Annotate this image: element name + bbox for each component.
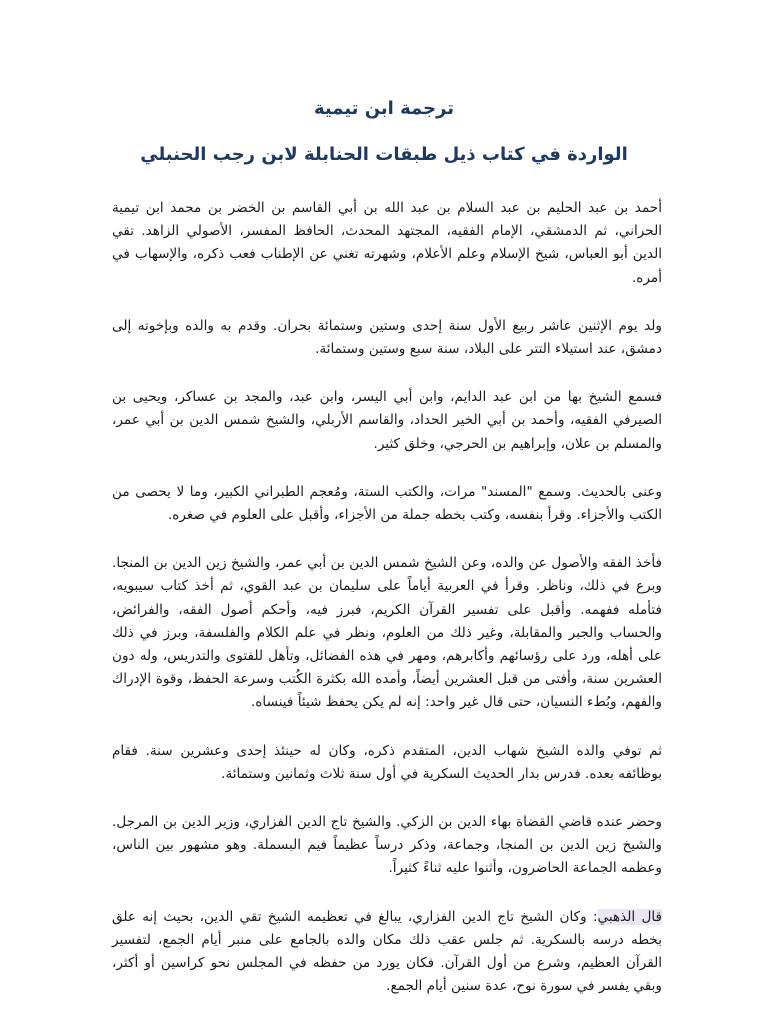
paragraph-text: : وكان الشيخ تاج الدين الفزاري، يبالغ في تعظيمه الشيخ تقي الدين، بحيث إنه علق بخطه درسه بالسكرية. ثم جلس عقب ذلك مكان والده بالجامع على منبر أيام الجمع، لتفسير القرآن العظيم، وشرع من أول القرآن. فكان يورد من حفظه في المجلس نحو كراسين أو أكثر، وبقي يفسر في سورة نوح، عدة سنين أيام الجمع.: [112, 908, 662, 995]
paragraph: أحمد بن عبد الحليم بن عبد السلام بن عبد الله بن أبي القاسم بن الخضر بن محمد ابن تيمية الحراني، ثم الدمشقي، الإمام الفقيه، المجتهد المحدث، الحافظ المفسر، الأصولي الزاهد. تقي الدين أبو العباس، شيخ الإسلام وعلم الأعلام، وشهرته تغني عن الإطناب فعب ذكره، والإسهاب في أمره.: [112, 200, 662, 286]
paragraph: وعنى بالحديث. وسمع "المسند" مرات، والكتب الستة، ومُعجم الطبراني الكبير، وما لا يحصى من الكتب والأجزاء. وقرأ بنفسه، وكتب بخطه جملة من الأجزاء، وأقبل على العلوم في صغره.: [112, 483, 662, 524]
page-subtitle: الواردة في كتاب ذيل طبقات الحنابلة لابن رجب الحنبلي: [140, 144, 628, 165]
paragraph: وحضر عنده قاضي القضاة بهاء الدين بن الزكي. والشيخ تاج الدين الفزاري، وزير الدين بن المرجل. والشيخ زين الدين بن المنجا، وجماعة، وذكر درساً عظيماً فيم البسملة. وهو مشهور بين الناس، وعظمه الجماعة الحاضرون، وأثنوا عليه ثناءً كثيراً.: [112, 814, 662, 877]
paragraph: ولد يوم الإثنين عاشر ربيع الأول سنة إحدى وستين وستمائة بحران. وقدم به والده وبإخوته إلى دمشق، عند استيلاء التتر على البلاد، سنة سبع وستين وستمائة.: [112, 317, 662, 358]
document-body: [112, 197, 662, 1023]
highlighted-quote-label: قال الذهبي: [597, 908, 662, 925]
paragraph: فأخذ الفقه والأصول عن والده، وعن الشيخ شمس الدين بن أبي عمر، والشيخ زين الدين بن المنجا. وبرع في ذلك، وناظر. وقرأ في العربية أياماً على سليمان بن عبد القوي، ثم أخذ كتاب سيبويه، فتأمله ففهمه. وأقبل على تفسير القرآن الكريم، فبرز فيه، وأحكم أصول الفقه، والفرائض، والحساب والجبر والمقابلة، وغير ذلك من العلوم، ونظر في علم الكلام والفلسفة، وبرز في ذلك على أهله، ورد على رؤسائهم وأكابرهم، ومهر في هذه الفضائل، وتأهل للفتوى والتدريس، وله دون العشرين سنة، وأفتى من قبل العشرين أيضاً، وأمده الله بكثرة الكُتب وسرعة الحفظ، وقوة الإدراك والفهم، وبُطء النسيان، حتى قال غير واحد: إنه لم يكن يحفظ شيئاً فينساه.: [112, 555, 662, 711]
paragraph-last: [112, 906, 662, 999]
paragraph: فسمع الشيخ بها من ابن عبد الدايم، وابن أبي اليسر، وابن عبد، والمجد بن عساكر، ويحيى بن الصيرفي الفقيه، وأحمد بن أبي الخير الحداد، والقاسم الأربلي، والشيخ شمس الدين بن أبي عمر، والمسلم بن علان، وإبراهيم بن الحرجي، وخلق كثير.: [112, 389, 662, 452]
page-title: ترجمة ابن تيمية: [313, 98, 454, 119]
paragraph: ثم توفي والده الشيخ شهاب الدين، المتقدم ذكره، وكان له حينئذ إحدى وعشرين سنة. فقام بوظائفه بعده. فدرس بدار الحديث السكرية في أول سنة ثلاث وثمانين وستمائة.: [112, 742, 662, 782]
